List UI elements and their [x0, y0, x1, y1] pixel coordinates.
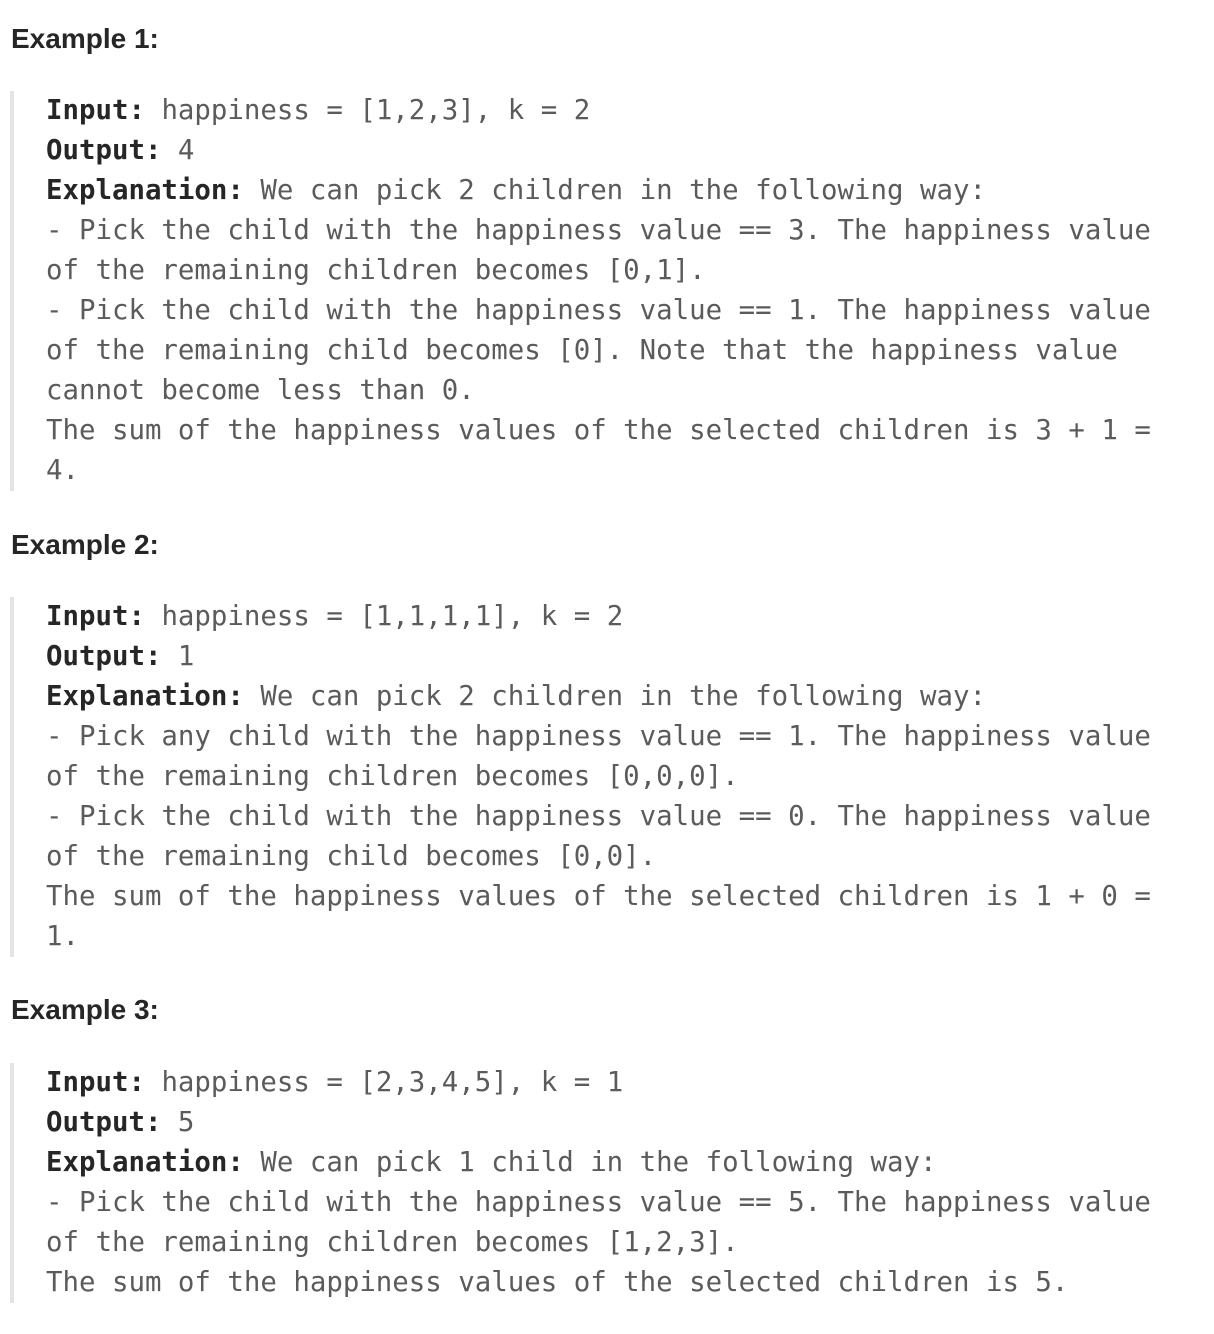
input-label: Input:: [46, 601, 145, 632]
explanation-line: - Pick the child with the happiness value == 5. The happiness value: [46, 1187, 1151, 1218]
explanation-line: - Pick the child with the happiness value == 1. The happiness value: [46, 295, 1151, 326]
explanation-line: The sum of the happiness values of the selected children is 5.: [46, 1267, 1069, 1298]
explanation-text: We can pick 2 children in the following way:: [243, 175, 986, 206]
explanation-label: Explanation:: [46, 1147, 244, 1178]
explanation-line: of the remaining children becomes [0,1].: [46, 255, 706, 286]
input-value: happiness = [1,2,3], k = 2: [144, 95, 591, 126]
explanation-label: Explanation:: [46, 681, 244, 712]
explanation-line: The sum of the happiness values of the selected children is 3 + 1 =: [46, 415, 1151, 446]
input-value: happiness = [2,3,4,5], k = 1: [144, 1067, 624, 1098]
example-2-explanation-line: [46, 677, 986, 717]
explanation-line: of the remaining child becomes [0]. Note that the happiness value: [46, 335, 1118, 366]
example-1-block: [10, 91, 1200, 491]
example-3-explanation-line: [46, 1143, 937, 1183]
explanation-text: We can pick 2 children in the following way:: [243, 681, 986, 712]
output-value: 5: [161, 1107, 195, 1138]
example-2-block: [10, 597, 1200, 957]
input-label: Input:: [46, 95, 145, 126]
example-1-output-line: [46, 131, 194, 171]
output-label: Output:: [46, 1107, 162, 1138]
explanation-line: of the remaining child becomes [0,0].: [46, 841, 657, 872]
example-1-title: Example 1:: [11, 23, 159, 54]
example-2-output-line: [46, 637, 194, 677]
explanation-line: - Pick the child with the happiness value == 3. The happiness value: [46, 215, 1151, 246]
example-3-block: [10, 1063, 1200, 1303]
example-1-input-line: [46, 91, 590, 131]
example-2-title: Example 2:: [11, 529, 159, 560]
output-value: 4: [161, 135, 195, 166]
output-value: 1: [161, 641, 195, 672]
example-3-input-line: [46, 1063, 623, 1103]
example-3-output-line: [46, 1103, 194, 1143]
explanation-line: - Pick any child with the happiness value == 1. The happiness value: [46, 721, 1151, 752]
explanation-text: We can pick 1 child in the following way:: [243, 1147, 937, 1178]
explanation-line: of the remaining children becomes [0,0,0].: [46, 761, 739, 792]
input-label: Input:: [46, 1067, 145, 1098]
example-2-input-line: [46, 597, 623, 637]
output-label: Output:: [46, 641, 162, 672]
output-label: Output:: [46, 135, 162, 166]
explanation-line: cannot become less than 0.: [46, 375, 475, 406]
explanation-line: The sum of the happiness values of the selected children is 1 + 0 =: [46, 881, 1151, 912]
explanation-line: 4.: [46, 455, 79, 486]
explanation-line: - Pick the child with the happiness value == 0. The happiness value: [46, 801, 1151, 832]
input-value: happiness = [1,1,1,1], k = 2: [144, 601, 624, 632]
explanation-line: of the remaining children becomes [1,2,3].: [46, 1227, 739, 1258]
example-3-title: Example 3:: [11, 994, 159, 1025]
explanation-label: Explanation:: [46, 175, 244, 206]
example-1-explanation-line: [46, 171, 986, 211]
explanation-line: 1.: [46, 921, 79, 952]
